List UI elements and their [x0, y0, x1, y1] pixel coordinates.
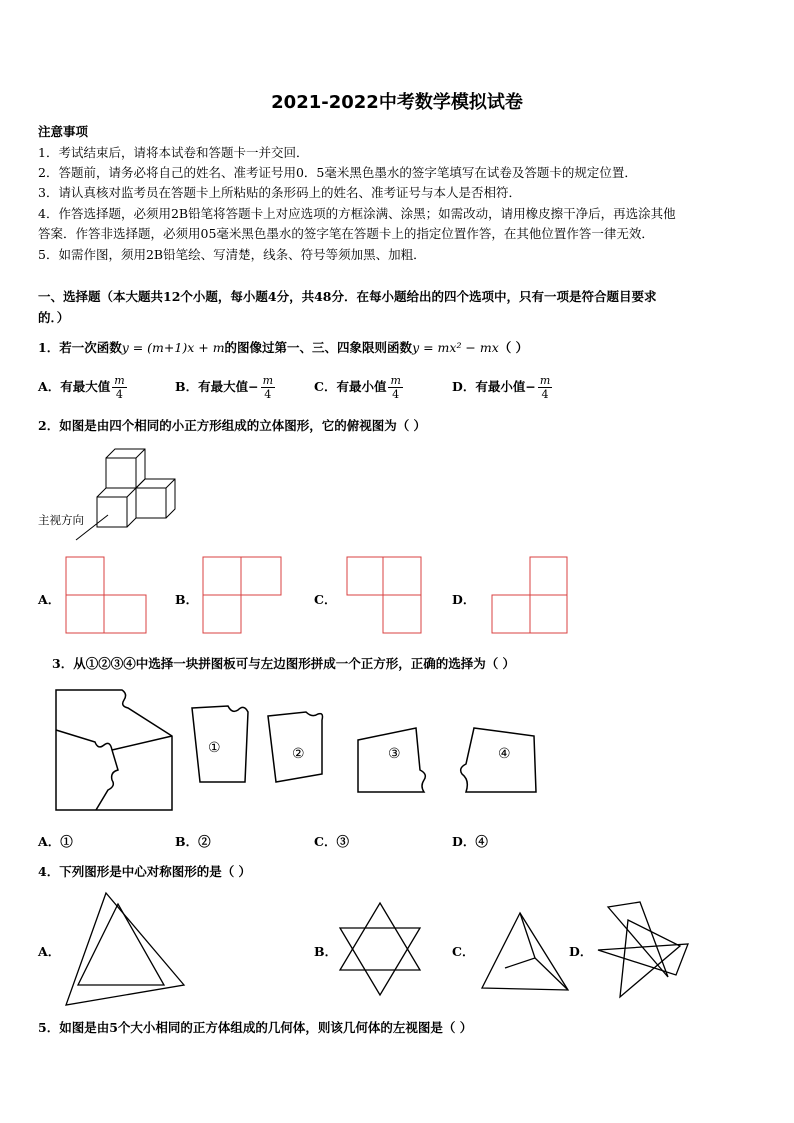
notice-item: 1．考试结束后，请将本试卷和答题卡一并交回． — [38, 145, 309, 160]
minus-sign: − — [248, 379, 259, 394]
option-label: D．有最小值 — [452, 379, 526, 394]
minus-sign: − — [525, 379, 536, 394]
q4-option-d[interactable]: D． — [569, 944, 593, 959]
q1-middle: 的图像过第一、三、四象限则函数 — [224, 340, 413, 355]
fraction: $\frac{m}{4}$ — [539, 374, 551, 401]
direction-label: 主视方向 — [38, 513, 84, 527]
fraction: $\frac{m}{4}$ — [114, 374, 125, 401]
option-label: C．有最小值 — [314, 379, 387, 394]
piece-label-4: ④ — [498, 746, 511, 762]
q1-prefix: 1．若一次函数 — [38, 340, 122, 355]
option-label: B．有最大值 — [175, 379, 249, 394]
q4-option-a[interactable]: A． — [38, 944, 61, 959]
notice-item: 2．答题前，请务必将自己的姓名、准考证号用0．5毫米黑色墨水的签字笔填写在试卷及答题卡的规定位置． — [38, 165, 637, 180]
q4-option-b[interactable]: B． — [314, 944, 338, 959]
notice-heading: 注意事项 — [38, 124, 89, 139]
q3-option-d[interactable]: D．④ — [452, 834, 488, 849]
piece-label-2: ② — [292, 746, 305, 762]
piece-label-1: ① — [208, 740, 221, 756]
piece-label-3: ③ — [388, 746, 401, 762]
q3-option-a[interactable]: A．① — [38, 834, 73, 849]
page-title: 2021-2022中考数学模拟试卷 — [271, 92, 523, 113]
q1-suffix: （ ） — [498, 340, 529, 355]
fraction: $\frac{m}{4}$ — [390, 374, 401, 401]
q2-option-c[interactable]: C． — [314, 592, 337, 607]
question-5: 5．如图是由5个大小相同的正方体组成的几何体，则该几何体的左视图是（ ） — [38, 1020, 473, 1035]
question-4: 4．下列图形是中心对称图形的是（ ） — [38, 864, 252, 879]
notice-item: 3．请认真核对监考员在答题卡上所粘贴的条形码上的姓名、准考证号与本人是否相符． — [38, 185, 521, 200]
q4-option-c[interactable]: C． — [452, 944, 475, 959]
q2-option-b[interactable]: B． — [175, 592, 199, 607]
fraction: $\frac{m}{4}$ — [262, 374, 273, 401]
section-heading: 一、选择题（本大题共12个小题，每小题4分，共48分．在每小题给出的四个选项中，只有一项是符合题目要求 — [38, 289, 657, 304]
section-heading-cont: 的．） — [38, 310, 70, 325]
q1-expr2: y = mx² − mx — [412, 340, 499, 355]
q3-option-b[interactable]: B．② — [175, 834, 211, 849]
question-3: 3．从①②③④中选择一块拼图板可与左边图形拼成一个正方形，正确的选择为（ ） — [52, 656, 516, 671]
notice-item: 5．如需作图，须用2B铅笔绘、写清楚，线条、符号等须加黑、加粗． — [38, 247, 426, 262]
q2-option-a[interactable]: A． — [38, 592, 61, 607]
question-2: 2．如图是由四个相同的小正方形组成的立体图形，它的俯视图为（ ） — [38, 418, 427, 433]
option-label: A．有最大值 — [38, 379, 111, 394]
q3-option-c[interactable]: C．③ — [314, 834, 349, 849]
notice-item: 答案．作答非选择题，必须用05毫米黑色墨水的签字笔在答题卡上的指定位置作答，在其他位置作答一律无效． — [38, 226, 654, 241]
q1-expr1: y = (m+1)x + m — [121, 340, 225, 355]
notice-item: 4．作答选择题，必须用2B铅笔将答题卡上对应选项的方框涂满、涂黑；如需改动，请用橡皮擦干净后，再选涂其他 — [38, 206, 676, 221]
q2-option-d[interactable]: D． — [452, 592, 476, 607]
